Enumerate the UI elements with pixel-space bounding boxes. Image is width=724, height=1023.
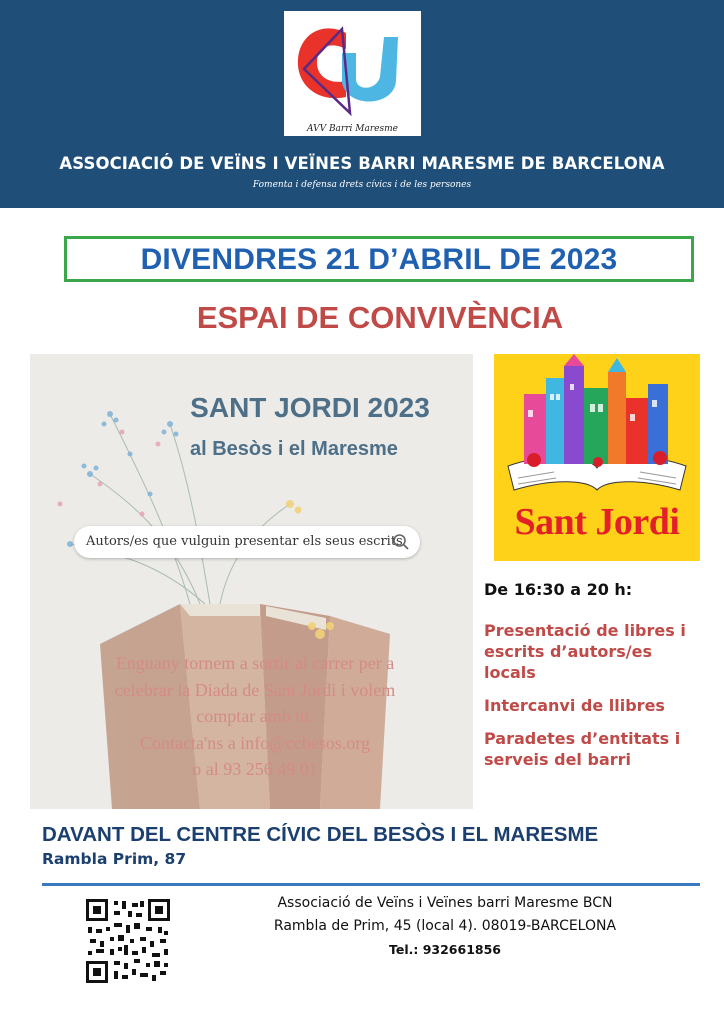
poster-title: SANT JORDI 2023 [190,392,430,423]
association-title: ASSOCIACIÓ DE VEÏNS I VEÏNES BARRI MARESME DE BARCELONA [59,154,665,173]
schedule-time: De 16:30 a 20 h: [484,580,633,599]
poster-message-line: Contacta'ns a info@ccbesos.org [140,732,370,753]
poster-message [70,650,440,783]
location-title: DAVANT DEL CENTRE CÍVIC DEL BESÒS I EL MARESME [42,823,599,846]
activity-item [484,620,714,683]
activity-item [484,728,714,770]
book-city-illustration [494,354,700,504]
sant-jordi-poster [30,354,473,809]
footer-contact [230,892,660,961]
activity-line: Presentació de libres i [484,621,686,640]
event-date-box [64,236,694,282]
activity-line: Intercanvi de llibres [484,696,665,715]
poster-message-line: o al 93 256 49 01 [192,759,318,779]
footer-phone: Tel.: 932661856 [388,942,501,957]
event-date: DIVENDRES 21 D’ABRIL DE 2023 [140,243,618,276]
sant-jordi-label: Sant Jordi [514,501,680,543]
poster-message-line: comptar amb tu. [196,706,314,726]
poster-message-line: Enguany tornem a sortir al carrer per a [115,653,395,673]
association-subtitle: Fomenta i defensa drets cívics i de les persones [252,180,472,190]
activity-line: locals [484,663,536,682]
poster-message-line: celebrar la Diada de Sant Jordi i volem [114,679,396,700]
location-address: Rambla Prim, 87 [42,850,187,868]
activity-line: escrits d’autors/es [484,642,652,661]
logo-caption: AVV Barri Maresme [307,124,398,134]
header-banner [0,0,724,208]
activity-line: serveis del barri [484,750,631,769]
event-name: ESPAI DE CONVIVÈNCIA [196,300,564,335]
footer-line: Rambla de Prim, 45 (local 4). 08019-BARCELONA [273,918,617,934]
search-icon [392,533,410,551]
activity-item [484,695,714,716]
footer-line: Associació de Veïns i Veïnes barri Maresme BCN [277,895,613,911]
logo-graphic [284,11,421,121]
activity-list [484,620,714,782]
poster-subtitle: al Besòs i el Maresme [190,438,398,460]
activity-line: Paradetes d’entitats i [484,729,681,748]
association-logo [284,11,421,136]
poster-search-bar [74,526,420,558]
search-bar-text: Autors/es que vulguin presentar els seus escrits [86,534,403,549]
qr-code [84,897,172,985]
footer-divider [42,883,700,886]
sant-jordi-illustration [494,354,700,561]
